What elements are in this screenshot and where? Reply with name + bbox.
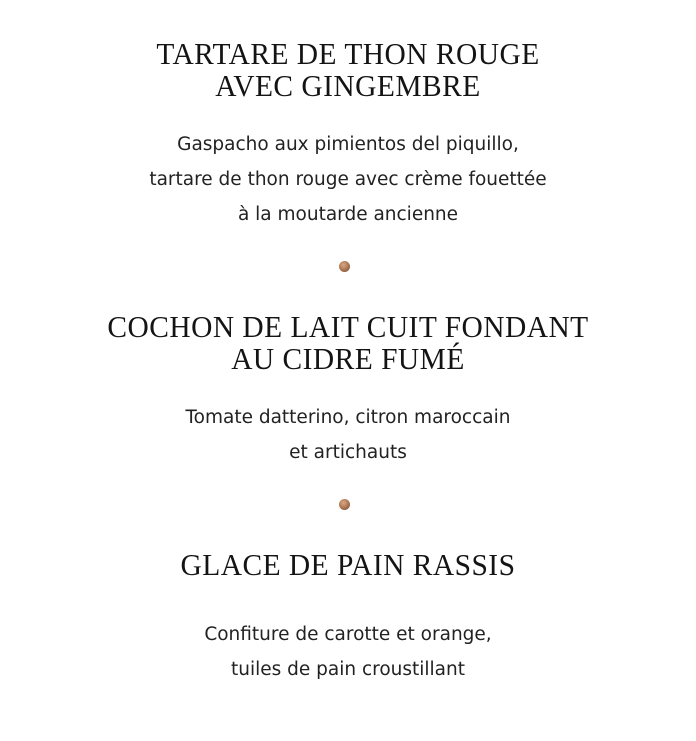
course-title-line: COCHON DE LAIT CUIT FONDANT [107, 309, 589, 344]
course-description-line: Gaspacho aux pimientos del piquillo, [177, 134, 519, 155]
course-description-line: et artichauts [289, 442, 407, 463]
course-description [0, 400, 696, 470]
course-cochon [0, 311, 696, 470]
course-title [0, 311, 696, 375]
course-tartare [0, 38, 696, 232]
bronze-dot-icon [339, 499, 350, 510]
course-title-line: AU CIDRE FUMÉ [231, 341, 465, 376]
course-description [0, 127, 696, 232]
course-description-line: Tomate datterino, citron maroccain [185, 407, 511, 428]
course-description-line: tartare de thon rouge avec crème fouettée [149, 169, 547, 190]
bronze-dot-icon [339, 261, 350, 272]
course-title-line: GLACE DE PAIN RASSIS [180, 547, 516, 582]
course-title [0, 549, 696, 581]
course-title-line: TARTARE DE THON ROUGE [156, 36, 540, 71]
course-description-line: tuiles de pain croustillant [230, 659, 466, 680]
course-description-line: à la moutarde ancienne [237, 204, 459, 225]
course-title [0, 38, 696, 102]
course-glace [0, 549, 696, 687]
course-description [0, 617, 696, 687]
course-description-line: Confiture de carotte et orange, [204, 624, 492, 645]
course-title-line: AVEC GINGEMBRE [215, 68, 481, 103]
